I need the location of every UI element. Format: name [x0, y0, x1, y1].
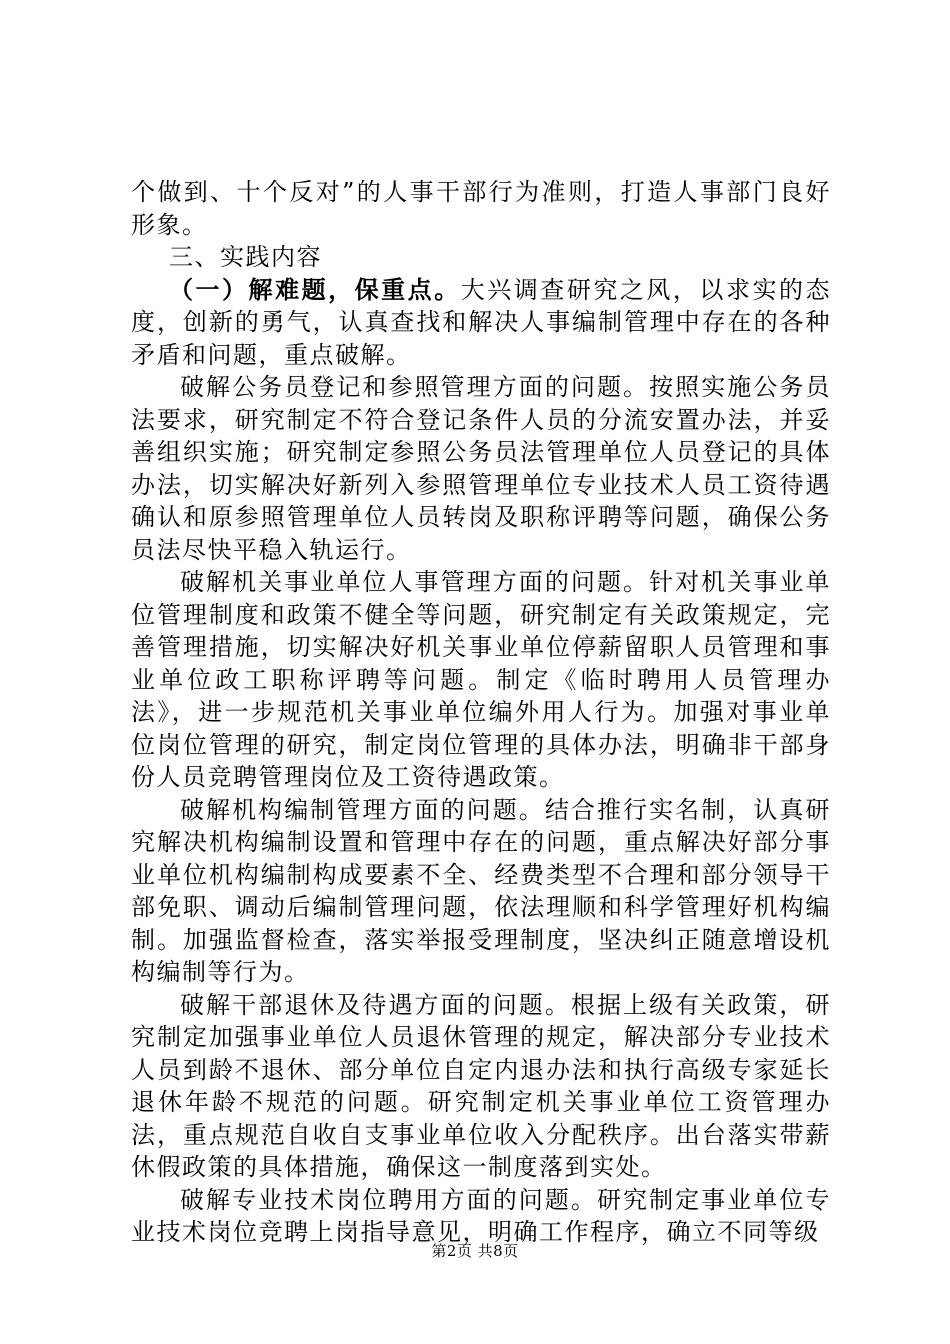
section-heading: 三、实践内容	[169, 243, 322, 271]
page-number: 第2页 共8页	[431, 1242, 519, 1260]
paragraph-civil-servant: 破解公务员登记和参照管理方面的问题。按照实施公务员法要求，研究制定不符合登记条件人员的分流安置办法，并妥善组织实施；研究制定参照公务员法管理单位人员登记的具体办法，切实解决好新列入参照管理单位专业技术人员工资待遇确认和原参照管理单位人员转岗及职称评聘等问题，确保公务员法尽快平稳入轨运行。	[131, 373, 831, 564]
paragraph-subsection-1	[131, 274, 831, 372]
subsection-title: （一）解难题，保重点。	[169, 274, 461, 304]
subsection-text: 大兴调查研究之风，以求实的态度，创新的勇气，认真查找和解决人事编制管理中存在的各种矛盾和问题，重点破解。	[131, 275, 832, 369]
document-body	[131, 176, 831, 1249]
paragraph-personnel-management: 破解机关事业单位人事管理方面的问题。针对机关事业单位管理制度和政策不健全等问题，研究制定有关政策规定，完善管理措施，切实解决好机关事业单位停薪留职人员管理和事业单位政工职称评聘等问题。制定《临时聘用人员管理办法》，进一步规范机关事业单位编外用人行为。加强对事业单位岗位管理的研究，制定岗位管理的具体办法，明确非干部身份人员竞聘管理岗位及工资待遇政策。	[131, 568, 831, 791]
paragraph-retirement: 破解干部退休及待遇方面的问题。根据上级有关政策，研究制定加强事业单位人员退休管理的规定，解决部分专业技术人员到龄不退休、部分单位自定内退办法和执行高级专家延长退休年龄不规范的问题。研究制定机关事业单位工资管理办法，重点规范自收自支事业单位收入分配秩序。出台落实带薪休假政策的具体措施，确保这一制度落到实处。	[131, 990, 831, 1181]
paragraph-continuation: 个做到、十个反对”的人事干部行为准则，打造人事部门良好形象。	[131, 178, 831, 239]
paragraph-technical-posts: 破解专业技术岗位聘用方面的问题。研究制定事业单位专业技术岗位竞聘上岗指导意见，明确工作程序，确立不同等级	[131, 1185, 831, 1246]
page-footer	[0, 1240, 950, 1261]
paragraph-staffing-management: 破解机构编制管理方面的问题。结合推行实名制，认真研究解决机构编制设置和管理中存在的问题，重点解决好部分事业单位机构编制构成要素不全、经费类型不合理和部分领导干部免职、调动后编制管理问题，依法理顺和科学管理好机构编制。加强监督检查，落实举报受理制度，坚决纠正随意增设机构编制等行为。	[131, 795, 831, 986]
